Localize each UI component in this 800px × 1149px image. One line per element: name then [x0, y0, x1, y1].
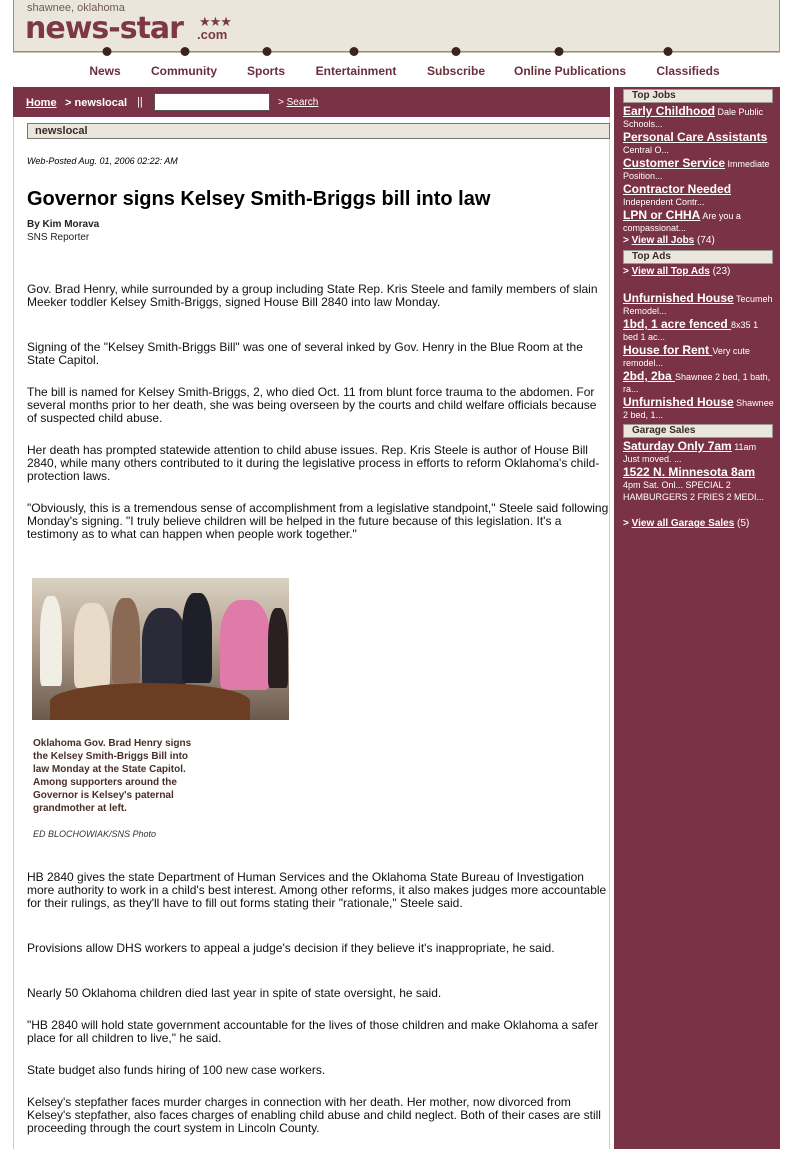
job-listing[interactable]	[623, 157, 775, 182]
ad-title[interactable]: Unfurnished House	[623, 395, 734, 409]
job-desc: Dale Public Schools...	[623, 107, 764, 129]
ad-title[interactable]: 2bd, 2ba	[623, 369, 676, 383]
job-desc: Central O...	[623, 145, 670, 155]
classifieds-sidebar	[614, 87, 780, 1149]
top-jobs-header	[623, 89, 773, 103]
garage-sale-desc: 11am Just moved. ...	[623, 442, 757, 464]
section-title: newslocal	[35, 125, 88, 137]
jobs-count: (74)	[694, 235, 715, 246]
ad-desc: 8x35 1 bed 1 ac...	[623, 320, 759, 342]
article-title: Governor signs Kelsey Smith-Briggs bill into law	[27, 188, 491, 210]
article-photo[interactable]	[32, 578, 289, 720]
masthead-city: shawnee, oklahoma	[27, 2, 125, 14]
nav-dot-icon	[103, 47, 112, 56]
photo-figure	[74, 603, 110, 688]
ad-listing[interactable]	[623, 318, 775, 343]
article-paragraph: Kelsey's stepfather faces murder charges in connection with her death. Her mother, now divorced from Kelsey's stepfather, also faces charges of enabling child abuse and child neglect. Both of their cases are still proceeding through the court system in Lincoln County.	[27, 1095, 601, 1135]
breadcrumb	[13, 87, 610, 117]
view-all-jobs-link[interactable]: View all Jobs	[631, 235, 695, 246]
nav-dot-icon	[181, 47, 190, 56]
top-ads-header	[623, 250, 773, 264]
nav-dot-icon	[664, 47, 673, 56]
nav-classifieds[interactable]: Classifieds	[656, 64, 720, 78]
nav-entertainment[interactable]: Entertainment	[315, 64, 397, 78]
article-paragraph: Her death has prompted statewide attention to child abuse issues. Rep. Kris Steele is author of House Bill 2840, while many others contributed to it during the legislative process in efforts to reform Oklahoma's child-protection laws.	[27, 443, 600, 483]
garage-sale-listing[interactable]	[623, 440, 775, 465]
photo-figure	[112, 598, 140, 683]
garage-sales-header	[623, 424, 773, 438]
article-paragraph: "Obviously, this is a tremendous sense of accomplishment from a legislative standpoint," Steele said following Monday's signing. "I truly believe children will be helped in the future because of this legislation. It's a testimony as to what can happen when people work together."	[27, 501, 609, 541]
ad-title[interactable]: Unfurnished House	[623, 291, 734, 305]
author-role: SNS Reporter	[27, 232, 90, 243]
nav-dot-icon	[263, 47, 272, 56]
ad-title[interactable]: 1bd, 1 acre fenced	[623, 317, 732, 331]
top-jobs-title: Top Jobs	[632, 90, 676, 101]
nav-dot-icon	[452, 47, 461, 56]
view-all-jobs[interactable]: > View all Jobs (74)	[623, 235, 715, 246]
logo-stars: ★★★	[199, 14, 231, 29]
site-logo[interactable]: news-star	[25, 11, 183, 46]
nav-community[interactable]: Community	[151, 64, 217, 78]
job-listing[interactable]	[623, 183, 775, 208]
ad-desc: Shawnee 2 bed, 1 bath, ra...	[623, 372, 771, 394]
job-listing[interactable]	[623, 209, 775, 234]
garage-sale-desc: 4pm Sat. Onl... SPECIAL 2 HAMBURGERS 2 FRIES 2 MEDI...	[623, 480, 765, 502]
posted-date: Web-Posted Aug. 01, 2006 02:22: AM	[27, 156, 178, 166]
photo-figure	[142, 608, 186, 688]
job-desc: Independent Contr...	[623, 197, 705, 207]
article-paragraph: "HB 2840 will hold state government accountable for the lives of those children and make Oklahoma a safer place for all children to live," he said.	[27, 1018, 599, 1045]
search-label[interactable]: Search	[286, 97, 319, 108]
breadcrumb-separator: ||	[137, 96, 143, 108]
view-all-top-ads[interactable]: > View all Top Ads (23)	[623, 266, 731, 277]
article-byline: By Kim Morava	[27, 219, 100, 230]
search-link[interactable]	[278, 97, 318, 108]
job-listing[interactable]	[623, 105, 775, 130]
nav-dot-icon	[555, 47, 564, 56]
search-prefix: >	[278, 97, 287, 108]
section-header	[27, 123, 610, 139]
garage-sales-title: Garage Sales	[632, 425, 696, 436]
ad-listing[interactable]	[623, 370, 775, 395]
garage-sale-listing[interactable]	[623, 466, 775, 503]
ad-title[interactable]: House for Rent	[623, 343, 713, 357]
logo-dotcom: .com	[197, 27, 228, 42]
ad-listing[interactable]	[623, 292, 775, 317]
job-title[interactable]: Contractor Needed	[623, 182, 732, 196]
photo-credit: ED BLOCHOWIAK/SNS Photo	[33, 829, 157, 839]
photo-figure	[268, 608, 288, 688]
photo-figure	[220, 600, 270, 690]
top-ads-count: (23)	[709, 266, 731, 277]
nav-news[interactable]: News	[89, 64, 121, 78]
article-paragraph: Nearly 50 Oklahoma children died last year in spite of state oversight, he said.	[27, 986, 442, 1000]
view-all-top-ads-link[interactable]: View all Top Ads	[631, 266, 710, 277]
photo-desk	[50, 683, 250, 720]
article-paragraph: HB 2840 gives the state Department of Human Services and the Oklahoma State Bureau of Investigation more authority to work in a child's best interest. Among other reforms, it also makes judges more accountable for their rulings, as they'll have to fill out forms stating their "rationale," Steele said.	[27, 870, 607, 910]
nav-subscribe[interactable]: Subscribe	[426, 64, 486, 78]
job-title[interactable]: LPN or CHHA	[623, 208, 701, 222]
breadcrumb-home-link[interactable]: Home	[26, 97, 57, 109]
nav-online-publications[interactable]: Online Publications	[513, 64, 627, 78]
ad-desc: Tecumeh Remodel...	[623, 294, 773, 316]
search-input[interactable]	[154, 93, 270, 111]
ad-listing[interactable]	[623, 344, 775, 369]
article-paragraph: Signing of the "Kelsey Smith-Briggs Bill" was one of several inked by Gov. Henry in the Blue Room at the State Capitol.	[27, 340, 583, 367]
job-desc: Are you a compassionat...	[623, 211, 741, 233]
job-title[interactable]: Customer Service	[623, 156, 726, 170]
job-title[interactable]: Early Childhood	[623, 104, 716, 118]
photo-caption: Oklahoma Gov. Brad Henry signs the Kelsey Smith-Briggs Bill into law Monday at the State Capitol. Among supporters around the Governor is Kelsey's paternal grandmother at left.	[33, 738, 192, 814]
article-paragraph: The bill is named for Kelsey Smith-Briggs, 2, who died Oct. 11 from blunt force trauma to the abdomen. For several months prior to her death, she was being overseen by the courts and child welfare officials because of suspected child abuse.	[27, 385, 597, 425]
garage-sales-count: (5)	[734, 518, 750, 529]
job-desc: Immediate Position...	[623, 159, 770, 181]
nav-sports[interactable]: Sports	[246, 64, 286, 78]
article-paragraph: Provisions allow DHS workers to appeal a judge's decision if they believe it's inappropriate, he said.	[27, 941, 555, 955]
view-all-garage-sales[interactable]: > View all Garage Sales (5)	[623, 518, 750, 529]
article-paragraph: Gov. Brad Henry, while surrounded by a group including State Rep. Kris Steele and family members of slain Meeker toddler Kelsey Smith-Briggs, signed House Bill 2840 into law Monday.	[27, 282, 598, 309]
nav-dot-icon	[350, 47, 359, 56]
job-listing[interactable]	[623, 131, 775, 156]
job-title[interactable]: Personal Care Assistants	[623, 130, 768, 144]
ad-desc: Shawnee 2 bed, 1...	[623, 398, 774, 420]
view-all-garage-sales-link[interactable]: View all Garage Sales	[631, 518, 735, 529]
garage-sale-title[interactable]: 1522 N. Minnesota 8am	[623, 465, 756, 479]
photo-figure	[182, 593, 212, 683]
ad-desc: Very cute remodel...	[623, 346, 750, 368]
garage-sale-title[interactable]: Saturday Only 7am	[623, 439, 732, 453]
top-ads-title: Top Ads	[632, 251, 671, 262]
ad-listing[interactable]	[623, 396, 775, 421]
breadcrumb-current: > newslocal	[65, 97, 128, 109]
masthead	[13, 0, 780, 52]
article-paragraph: State budget also funds hiring of 100 new case workers.	[27, 1063, 326, 1077]
photo-figure	[40, 596, 62, 686]
